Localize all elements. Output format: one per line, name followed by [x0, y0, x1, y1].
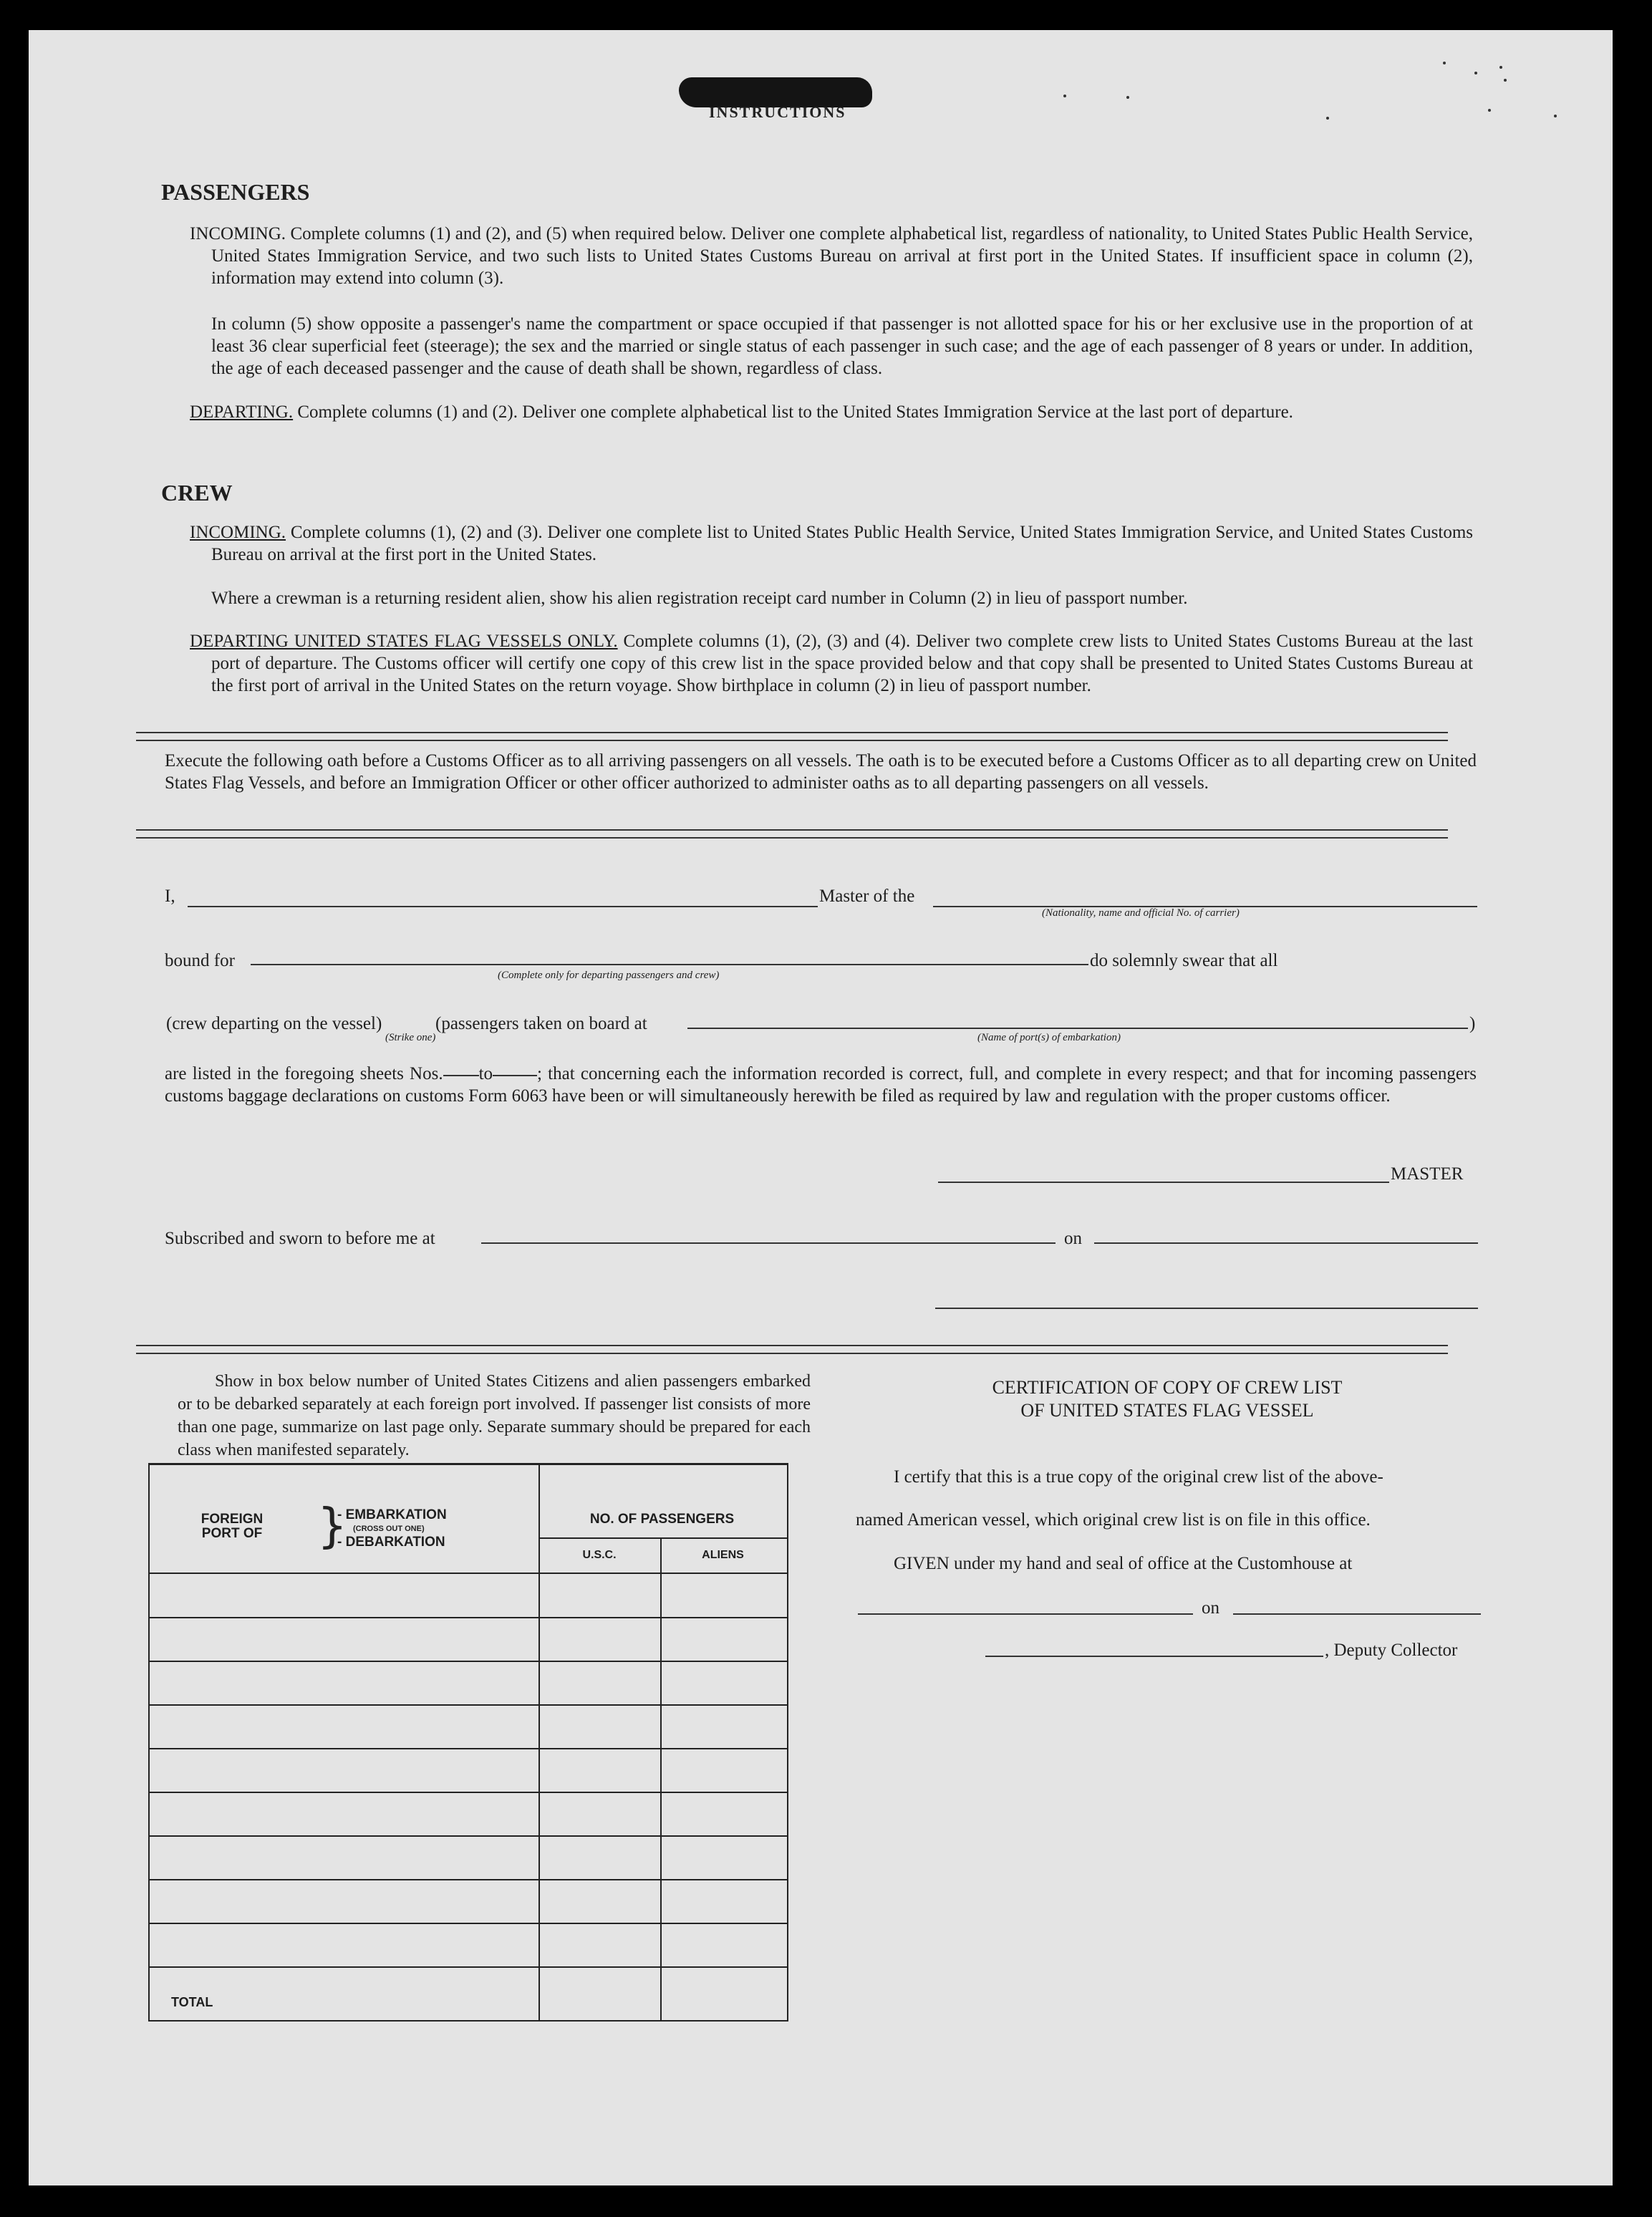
- col-foreign-port: FOREIGN PORT OF: [201, 1512, 264, 1541]
- oath-i-label: I,: [165, 887, 175, 906]
- passengers-heading: PASSENGERS: [161, 179, 310, 205]
- sworn-date-field[interactable]: [1094, 1242, 1478, 1244]
- subscribed-label: Subscribed and sworn to before me at: [165, 1229, 435, 1248]
- col-aliens: ALIENS: [702, 1549, 744, 1561]
- swear-text: do solemnly swear that all: [1090, 951, 1278, 970]
- passengers-taken-option[interactable]: (passengers taken on board at: [435, 1014, 647, 1033]
- divider: [136, 732, 1448, 741]
- certify-line-3: GIVEN under my hand and seal of office at the Customhouse at: [894, 1554, 1353, 1573]
- certify-line-1: I certify that this is a true copy of the original crew list of the above-: [894, 1467, 1383, 1487]
- port-hint: (Name of port(s) of embarkation): [977, 1032, 1121, 1043]
- listed-text-b: ; that concerning each the information recorded is correct, full, and complete in every respect; and that for incoming passengers customs baggage declarations on customs Form 6063 have been or will simultaneously herewith be filed as required by law and regulation with the proper customs officer.: [165, 1064, 1477, 1106]
- crew-departing-label: DEPARTING UNITED STATES FLAG VESSELS ONLY.: [190, 632, 618, 651]
- brace-icon: }: [317, 1498, 347, 1553]
- sheet-to-field[interactable]: [493, 1075, 537, 1076]
- passengers-column5: In column (5) show opposite a passenger's name the compartment or space occupied if that passenger is not allotted space for his or her exclusive use in the proportion of at least 36 clear superficial feet (steerage); the sex and the married or single status of each passenger in such case; and the age of each passenger of 8 years or under. In addition, the age of each deceased passenger and the cause of death shall be shown, regardless of class.: [211, 314, 1473, 378]
- oath-intro: Execute the following oath before a Customs Officer as to all arriving passengers on all vessels. The oath is to be executed before a Customs Officer as to all departing crew on United States Flag Vessels, and before an Immigration Officer or other officer authorized to administer oaths as to all departing passengers on all vessels.: [165, 751, 1477, 793]
- crew-incoming: Complete columns (1), (2) and (3). Deliver one complete list to United States Public Health Service, United States Immigration Service, and United States Customs Bureau on arrival at the first port in the United States.: [211, 523, 1474, 564]
- crew-heading: CREW: [161, 480, 233, 506]
- passengers-incoming-text: [190, 223, 1473, 289]
- passengers-departing: Complete columns (1) and (2). Deliver one complete alphabetical list to the United States Immigration Service at the last port of departure.: [297, 402, 1293, 422]
- listed-text-a: are listed in the foregoing sheets Nos.: [165, 1064, 443, 1083]
- page-title: INSTRUCTIONS: [709, 103, 846, 121]
- crew-departing-text: [190, 630, 1473, 697]
- close-paren: ): [1469, 1014, 1476, 1033]
- sworn-on-label: on: [1064, 1229, 1082, 1248]
- officer-signature-field[interactable]: [935, 1308, 1478, 1309]
- master-signature-field[interactable]: [938, 1182, 1389, 1183]
- passengers-departing-text: [190, 401, 1473, 423]
- cross-out-hint: (CROSS OUT ONE): [353, 1525, 425, 1533]
- total-label: TOTAL: [171, 1995, 213, 2009]
- crew-alien-text: Where a crewman is a returning resident alien, show his alien registration receipt card number in Column (2) in lieu of passport number.: [211, 589, 1188, 608]
- summary-text: Show in box below number of United States Citizens and alien passengers embarked or to be debarked separately at each foreign port involved. If passenger list consists of more than one page, summarize on last page only. Separate summary should be prepared for each class when manifested separately.: [178, 1372, 811, 1459]
- certify-on-label: on: [1202, 1598, 1219, 1618]
- col-embarkation[interactable]: - EMBARKATION: [337, 1507, 447, 1522]
- bound-for-field[interactable]: [251, 964, 1088, 965]
- port-embarkation-field[interactable]: [687, 1028, 1468, 1029]
- deputy-collector-label: , Deputy Collector: [1325, 1641, 1458, 1660]
- crew-incoming-text: [190, 521, 1474, 566]
- col-usc: U.S.C.: [582, 1549, 617, 1561]
- certification-title-1: CERTIFICATION OF COPY OF CREW LIST: [992, 1377, 1343, 1398]
- certification-title-2: OF UNITED STATES FLAG VESSEL: [1020, 1400, 1314, 1421]
- listed-paragraph: [165, 1063, 1477, 1107]
- passengers-incoming: INCOMING. Complete columns (1) and (2), and (5) when required below. Deliver one complete alphabetical list, regardless of nationality, to United States Public Health Service, United States Immigration Service, and two such lists to United States Customs Bureau on arrival at first port in the United States. If insufficient space in column (2), information may extend into column (3).: [190, 224, 1473, 288]
- bound-for-hint: (Complete only for departing passengers and crew): [498, 970, 720, 981]
- listed-to: to: [478, 1064, 493, 1083]
- col-debarkation[interactable]: - DEBARKATION: [337, 1535, 445, 1550]
- certify-line-2: named American vessel, which original crew list is on file in this office.: [856, 1510, 1371, 1530]
- master-of-the-label: Master of the: [819, 887, 915, 906]
- master-name-field[interactable]: [188, 906, 818, 907]
- master-label: MASTER: [1391, 1164, 1464, 1184]
- passengers-departing-label: DEPARTING.: [190, 402, 294, 422]
- crew-incoming-label: INCOMING.: [190, 523, 286, 542]
- crew-departing-option[interactable]: (crew departing on the vessel): [166, 1014, 382, 1033]
- divider: [136, 829, 1448, 839]
- deputy-signature-field[interactable]: [985, 1656, 1323, 1657]
- carrier-hint: (Nationality, name and official No. of carrier): [1042, 907, 1240, 919]
- customhouse-field[interactable]: [858, 1613, 1193, 1615]
- certify-date-field[interactable]: [1233, 1613, 1481, 1615]
- strike-one-hint: (Strike one): [385, 1032, 436, 1043]
- passenger-summary-table: [148, 1463, 788, 2022]
- sworn-place-field[interactable]: [481, 1242, 1056, 1244]
- crew-departing: Complete columns (1), (2), (3) and (4). Deliver two complete crew lists to United States Customs Bureau at the last port of departure. The Customs officer will certify one copy of this crew list in the space provided below and that copy shall be presented to United States Customs Bureau at the first port of arrival in the United States on the return voyage. Show birthplace in column (2) in lieu of passport number.: [211, 632, 1473, 695]
- divider: [136, 1345, 1448, 1354]
- bound-for-label: bound for: [165, 951, 235, 970]
- sheet-from-field[interactable]: [443, 1075, 479, 1076]
- col-no-passengers: NO. OF PASSENGERS: [589, 1512, 735, 1527]
